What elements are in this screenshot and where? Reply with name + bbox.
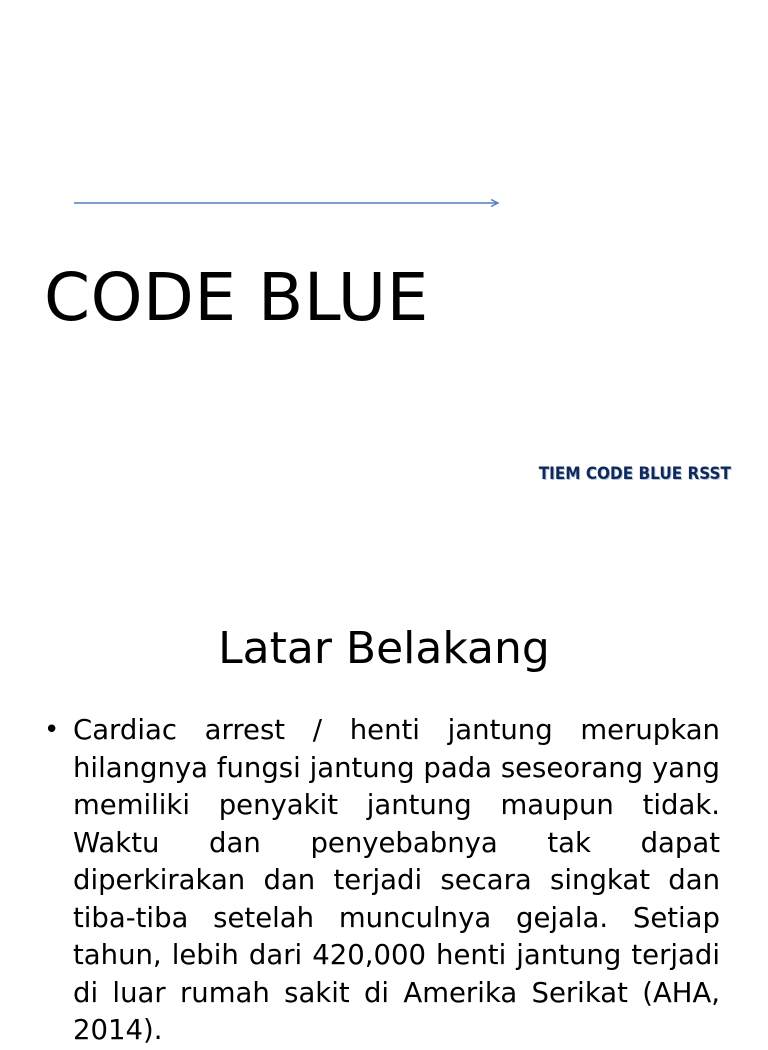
- bullet-text: Cardiac arrest / henti jantung merupkan hilangnya fungsi jantung pada seseorang yang memiliki penyakit jantung maupun tidak. Waktu dan penyebabnya tak dapat diperkirakan dan terjadi secara singkat dan tiba-tiba setelah munculnya gejala. Setiap tahun, lebih dari 420,000 henti jantung terjadi di luar rumah sakit di Amerika Serikat (AHA, 2014).: [73, 714, 720, 1046]
- slide-title: CODE BLUE: [44, 259, 429, 336]
- bullet-item: [44, 712, 720, 1050]
- slide-subtitle: TIEM CODE BLUE RSST: [538, 464, 731, 484]
- decorative-arrow: [74, 197, 504, 209]
- bullet-list: [44, 712, 720, 1050]
- slide-heading: Latar Belakang: [218, 623, 550, 674]
- bullet-marker: •: [44, 715, 60, 745]
- background-slide: [0, 576, 768, 1046]
